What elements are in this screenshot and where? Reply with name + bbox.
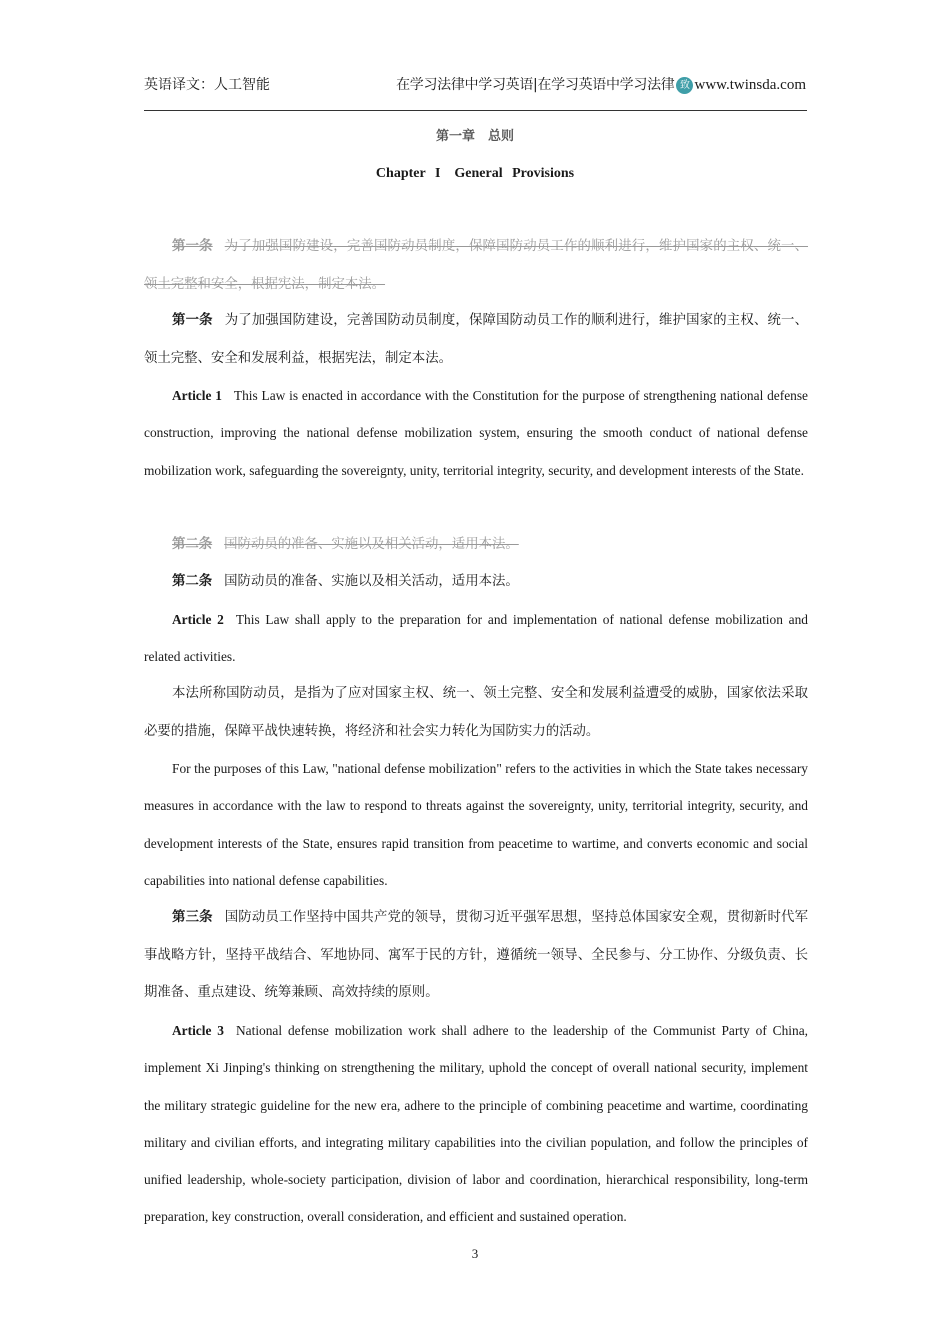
article-label: 第三条 (172, 910, 213, 925)
chapter-title-cn: 第一章 总则 (435, 129, 514, 144)
page-number: 3 (471, 1246, 479, 1261)
article-2-deleted-cn (144, 526, 808, 564)
article-label: 第一条 (172, 239, 213, 254)
article-text: 国防动员工作坚持中国共产党的领导，贯彻习近平强军思想，坚持总体国家安全观，贯彻新时代军事战略方针，坚持平战结合、军地协同、寓军于民的方针，遵循统一领导、全民参与、分工协作、分级负责、长期准备、重点建设、统筹兼顾、高效持续的原则。 (144, 910, 809, 1000)
article-2-cn (144, 563, 808, 601)
article-text: This Law is enacted in accordance with the Constitution for the purpose of strengthening national defense construction, improving the national defense mobilization system, ensuring the smooth conduct of national defense mobilization work, safeguarding the sovereignty, unity, territorial integrity, security, and development interests of the State. (144, 388, 808, 478)
page-header (144, 70, 806, 96)
article-text: This Law shall apply to the preparation for and implementation of national defense mobilization and related activities. (144, 612, 808, 665)
article-1-en (144, 377, 808, 489)
article-label: Article 1 (172, 388, 222, 403)
chapter-title-en: Chapter I General Provisions (375, 166, 575, 181)
article-label: 第二条 (172, 574, 213, 589)
article-3-cn (144, 899, 808, 1012)
article-text: 国防动员的准备、实施以及相关活动，适用本法。 (224, 537, 519, 552)
twinsda-logo-icon: 致 (676, 77, 693, 94)
article-label: Article 2 (172, 612, 224, 627)
header-slogan: 在学习法律中学习英语|在学习英语中学习法律 (396, 77, 675, 93)
article-text: 为了加强国防建设，完善国防动员制度，保障国防动员工作的顺利进行，维护国家的主权、统一、领土完整、安全和发展利益，根据宪法，制定本法。 (144, 313, 809, 366)
article-3-en (144, 1012, 808, 1236)
article-1-deleted-cn (144, 228, 808, 303)
article-2-en (144, 601, 808, 676)
article-2-para-2-en: For the purposes of this Law, "national defense mobilization" refers to the activities in which the State takes necessary measures in accordance with the law to respond to threats against the sovereignty, unity, territorial integrity, security, and development interests of the State, ensures rapid transition from peacetime to wartime, and converts economic and social capabilities into national defense capabilities. (144, 761, 808, 888)
article-label: 第二条 (172, 537, 213, 552)
header-url[interactable]: www.twinsda.com (694, 77, 806, 93)
article-label: 第一条 (172, 313, 213, 328)
header-slogan-group (396, 74, 806, 94)
header-title: 英语译文：人工智能 (144, 77, 270, 93)
article-2-para-2-cn: 本法所称国防动员，是指为了应对国家主权、统一、领土完整、安全和发展利益遭受的威胁，国家依法采取必要的措施，保障平战快速转换，将经济和社会实力转化为国防实力的活动。 (144, 686, 808, 739)
article-text: 国防动员的准备、实施以及相关活动，适用本法。 (224, 574, 519, 589)
article-1-cn (144, 302, 808, 377)
header-divider (144, 110, 807, 111)
article-text: 为了加强国防建设，完善国防动员制度，保障国防动员工作的顺利进行，维护国家的主权、统一、领土完整和安全，根据宪法，制定本法。 (144, 239, 809, 292)
article-label: Article 3 (172, 1023, 224, 1038)
article-text: National defense mobilization work shall adhere to the leadership of the Communist Party of China, implement Xi Jinping's thinking on strengthening the military, uphold the concept of overall national security, implement the military strategic guideline for the new era, adhere to the principle of combining peacetime and wartime, coordinating military and civilian efforts, and integrating military capabilities into the civilian population, and follow the principles of unified leadership, whole-society participation, division of labor and coordination, hierarchical responsibility, long-term preparation, key construction, overall consideration, and efficient and sustained operation. (144, 1023, 808, 1225)
